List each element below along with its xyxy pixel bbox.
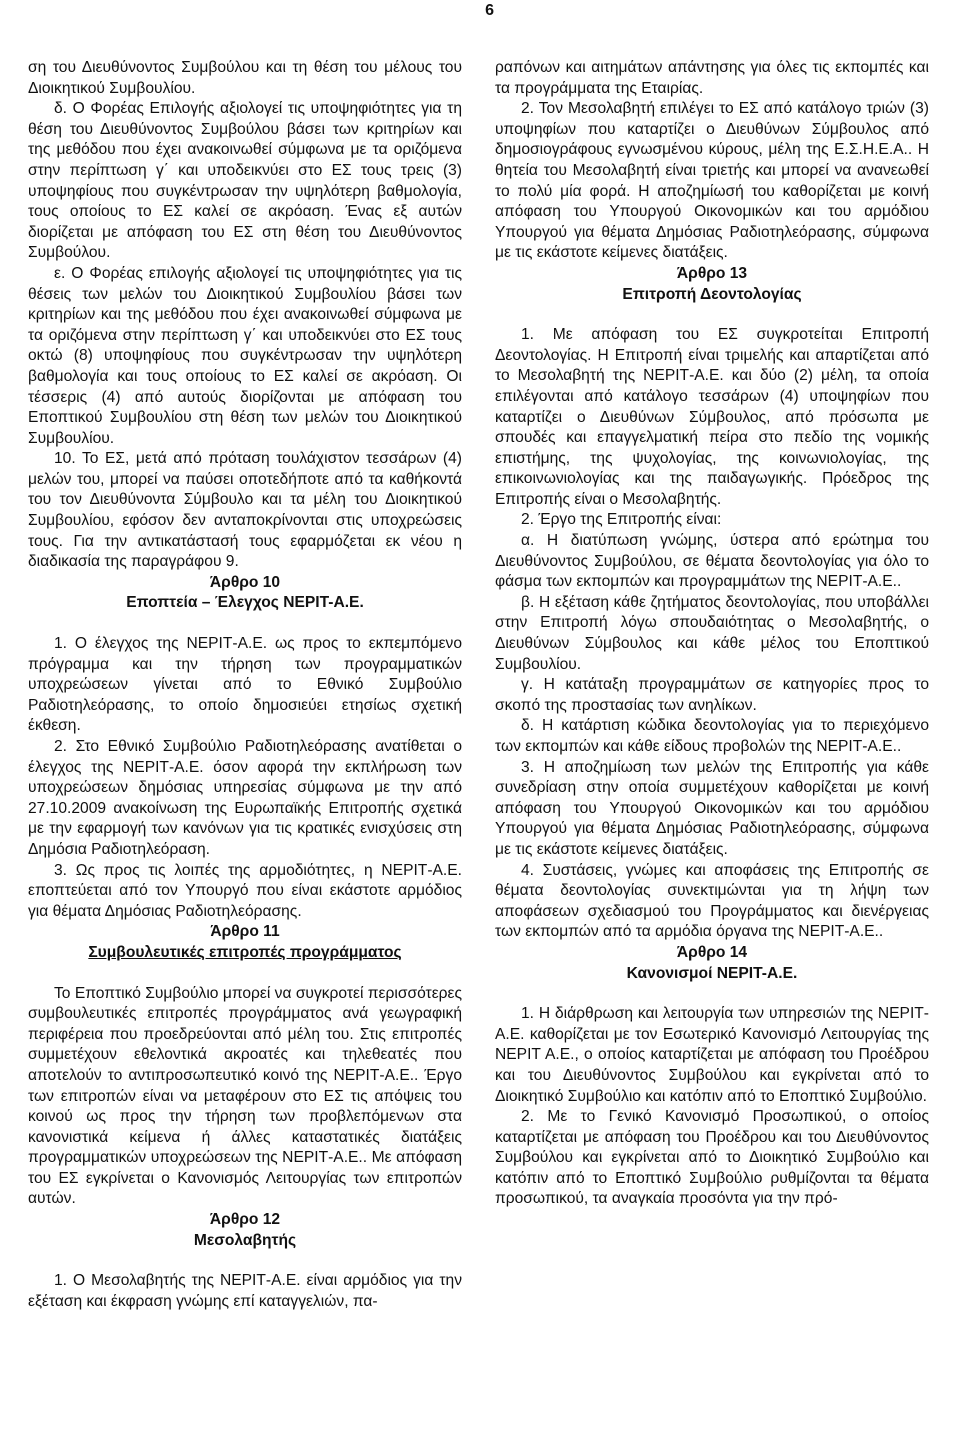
paragraph: 3. Η αποζημίωση των μελών της Επιτροπής για κάθε συνεδρίαση στην οποία συμμετέχουν καθορίζεται με κοινή απόφαση του Υπουργού Οικονομικών και του αρμόδιου Υπουργού για θέματα Δημόσιας Ραδιοτηλεόρασης, σύμφωνα με τις εκάστοτε κείμενες διατάξεις.: [495, 758, 929, 858]
article-10-title: Άρθρο 10: [209, 573, 281, 591]
paragraph: 1. Ο έλεγχος της ΝΕΡΙΤ-Α.Ε. ως προς το εκπεμπόμενο πρόγραμμα και την τήρηση των προγραμματικών υποχρεώσεων γίνεται από το Εθνικό Συμβούλιο Ραδιοτηλεόρασης, το οποίο δημοσιεύει ετησίως σχετική έκθεση.: [28, 635, 462, 735]
paragraph: ε. Ο Φορέας επιλογής αξιολογεί τις υποψηφιότητες για τις θέσεις των μελών του Διοικητικού Συμβουλίου βάσει των κριτηρίων και της μεθόδου που έχει ανακοινωθεί σύμφωνα με τα οριζόμενα στην περίπτωση γ΄ και υποδεικνύει στο ΕΣ τους οκτώ (8) υποψηφίους που συγκέντρωσαν την υψηλότερη βαθμολογία και τους οποίους το ΕΣ καλεί σε ακρόαση. Οι τέσσερις (4) από αυτούς διορίζονται με απόφαση του Εποπτικού Συμβουλίου στη θέση των μελών του Διοικητικού Συμβουλίου.: [28, 264, 462, 447]
paragraph: δ. Η κατάρτιση κώδικα δεοντολογίας για το περιεχόμενο των εκπομπών και κάθε είδους προβολών της ΝΕΡΙΤ-Α.Ε..: [495, 717, 929, 755]
paragraph: ση του Διευθύνοντος Συμβούλου και τη θέση του μέλους του Διοικητικού Συμβουλίου.: [28, 59, 462, 97]
paragraph: 4. Συστάσεις, γνώμες και αποφάσεις της Επιτροπής σε θέματα δεοντολογίας συνεκτιμώνται για τη λήψη των αποφάσεων σχεδιασμού του Προγράμματος και διενέργειας των εκπομπών από τα αρμόδια όργανα της ΝΕΡΙΤ-Α.Ε..: [495, 861, 929, 941]
paragraph: ραπόνων και αιτημάτων απάντησης για όλες τις εκπομπές και τα προγράμματα της Εταιρίας.: [495, 59, 929, 97]
article-12-subtitle: Μεσολαβητής: [193, 1231, 297, 1249]
paragraph: β. Η εξέταση κάθε ζητήματος δεοντολογίας, που υποβάλλει στην Επιτροπή λόγω σπουδαιότητας ο Μεσολαβητής, ο Διευθύνων Σύμβουλος και κάθε μέλος του Εποπτικού Συμβουλίου.: [495, 593, 929, 673]
article-14-subtitle: Κανονισμοί ΝΕΡΙΤ-Α.Ε.: [626, 964, 798, 982]
right-column: [495, 58, 929, 1210]
paragraph: 2. Έργο της Επιτροπής είναι:: [521, 511, 722, 529]
article-11-title: Άρθρο 11: [210, 923, 280, 941]
paragraph: 2. Με το Γενικό Κανονισμό Προσωπικού, ο οποίος καταρτίζεται με απόφαση του Προέδρου και του Διευθύνοντος Συμβούλου και εγκρίνεται από το Διοικητικό Συμβούλιο και κατόπιν από το Εποπτικό Συμβούλιο ρυθμίζονται τα θέματα προσωπικού, τα αναγκαία προσόντα για την πρό-: [495, 1108, 929, 1208]
left-column: [28, 58, 462, 1312]
article-14-title: Άρθρο 14: [676, 943, 748, 961]
paragraph: Το Εποπτικό Συμβούλιο μπορεί να συγκροτεί περισσότερες συμβουλευτικές επιτροπές προγράμματος ανά γεωγραφική περιφέρεια που προεδρεύονται από μέλη του. Στις επιτροπές συμμετέχουν εθελοντικά ακροατές και τηλεθεατές που αποτελούν το αντιπροσωπευτικό κοινό της ΝΕΡΙΤ-Α.Ε.. Έργο των επιτροπών είναι να μεταφέρουν στο ΕΣ τις απόψεις του κοινού ως προς την τήρηση των προβλεπόμενων στα κανονιστικά κείμενα ή άλλες καταστατικές διατάξεις προγραμματικών υποχρεώσεων της ΝΕΡΙΤ-Α.Ε.. Με απόφαση του ΕΣ εγκρίνεται ο Κανονισμός Λειτουργίας των επιτροπών αυτών.: [28, 984, 462, 1208]
paragraph: 10. Το ΕΣ, μετά από πρόταση τουλάχιστον τεσσάρων (4) μελών του, μπορεί να παύσει οποτεδήποτε από τα καθήκοντά του τον Διευθύνοντα Σύμβουλο και τα μέλη του Διοικητικού Συμβουλίου, εφόσον δεν ανταποκρίνονται στις υποχρεώσεις τους. Για την αντικατάστασή τους εφαρμόζεται εκ νέου η διαδικασία της παραγράφου 9.: [28, 450, 462, 571]
paragraph: 3. Ως προς τις λοιπές της αρμοδιότητες, η ΝΕΡΙΤ-Α.Ε. εποπτεύεται από τον Υπουργό που είναι εκάστοτε αρμόδιος για θέματα Δημόσιας Ραδιοτηλεόρασης.: [28, 861, 462, 920]
paragraph: α. Η διατύπωση γνώμης, ύστερα από ερώτημα του Διευθύνοντος Συμβούλου, σε θέματα δεοντολογίας για όλο το φάσμα των εκπομπών και προγραμμάτων της ΝΕΡΙΤ-Α.Ε..: [495, 532, 929, 591]
paragraph: γ. Η κατάταξη προγραμμάτων σε κατηγορίες προς το σκοπό της προστασίας των ανηλίκων.: [495, 676, 929, 714]
paragraph: δ. Ο Φορέας Επιλογής αξιολογεί τις υποψηφιότητες για τη θέση του Διευθύνοντος Συμβούλου βάσει των κριτηρίων και της μεθόδου που έχει ανακοινωθεί σύμφωνα με τα οριζόμενα στην περίπτωση γ΄ και υποδεικνύει στο ΕΣ τους τρεις (3) υποψηφίους που συγκέντρωσαν την υψηλότερη βαθμολογία, τους οποίους το ΕΣ καλεί σε ακρόαση. Ένας εξ αυτών διορίζεται με απόφαση του ΕΣ στη θέση του Διευθύνοντος Συμβούλου.: [28, 100, 462, 262]
article-12-title: Άρθρο 12: [209, 1211, 281, 1229]
paragraph: 2. Τον Μεσολαβητή επιλέγει το ΕΣ από κατάλογο τριών (3) υποψηφίων που καταρτίζει ο Διευθύνων Σύμβουλος από δημοσιογράφους εγνωσμένου κύρους, μέλη της Ε.Σ.Η.Ε.Α.. Η θητεία του Μεσολαβητή είναι τριετής και μπορεί να ανανεωθεί το πολύ μία φορά. Η αποζημίωσή του καθορίζεται με κοινή απόφαση του Υπουργού Οικονομικών και του αρμόδιου Υπουργού για θέματα Δημόσιας Ραδιοτηλεόρασης, σύμφωνα με τις εκάστοτε κείμενες διατάξεις.: [495, 100, 929, 262]
paragraph: 1. Η διάρθρωση και λειτουργία των υπηρεσιών της ΝΕΡΙΤ-Α.Ε. καθορίζεται με τον Εσωτερικό Κανονισμό Λειτουργίας της ΝΕΡΙΤ Α.Ε., ο οποίος καταρτίζεται με απόφαση του Προέδρου και του Διευθύνοντος Συμβούλου και εγκρίνεται από το Διοικητικό Συμβούλιο και κατόπιν από το Εποπτικό Συμβούλιο.: [495, 1005, 929, 1105]
page-number: 6: [485, 2, 494, 19]
paragraph: 1. Με απόφαση του ΕΣ συγκροτείται Επιτροπή Δεοντολογίας. Η Επιτροπή είναι τριμελής και απαρτίζεται από το Μεσολαβητή της ΝΕΡΙΤ-Α.Ε. και δύο (2) μέλη, τα οποία επιλέγονται από κατάλογο τεσσάρων (4) υποψηφίων που καταρτίζει ο Διευθύνων Σύμβουλος, από πρόσωπα με σπουδές και επαγγελματική πείρα στο πεδίο της νομικής επιστήμης, της ψυχολογίας, της κοινωνιολογίας, της επικοινωνιολογίας και της παιδαγωγικής. Πρόεδρος της Επιτροπής είναι ο Μεσολαβητής.: [495, 326, 929, 508]
paragraph: 2. Στο Εθνικό Συμβούλιο Ραδιοτηλεόρασης ανατίθεται ο έλεγχος της ΝΕΡΙΤ-Α.Ε. όσον αφορά την εκπλήρωση των υποχρεώσεων δημόσιας υπηρεσίας σύμφωνα με την από 27.10.2009 ανακοίνωση της Ευρωπαϊκής Επιτροπής σχετικά με την εφαρμογή των κανόνων για τις κρατικές ενισχύσεις στη Δημόσια Ραδιοτηλεόραση.: [28, 738, 462, 858]
article-11-subtitle: Συμβουλευτικές επιτροπές προγράμματος: [88, 943, 402, 961]
article-13-subtitle: Επιτροπή Δεοντολογίας: [622, 285, 802, 303]
article-10-subtitle: Εποπτεία – Έλεγχος ΝΕΡΙΤ-Α.Ε.: [126, 594, 364, 612]
article-13-title: Άρθρο 13: [676, 264, 748, 282]
paragraph: 1. Ο Μεσολαβητής της ΝΕΡΙΤ-Α.Ε. είναι αρμόδιος για την εξέταση και έκφραση γνώμης επί καταγγελιών, πα-: [28, 1272, 462, 1310]
